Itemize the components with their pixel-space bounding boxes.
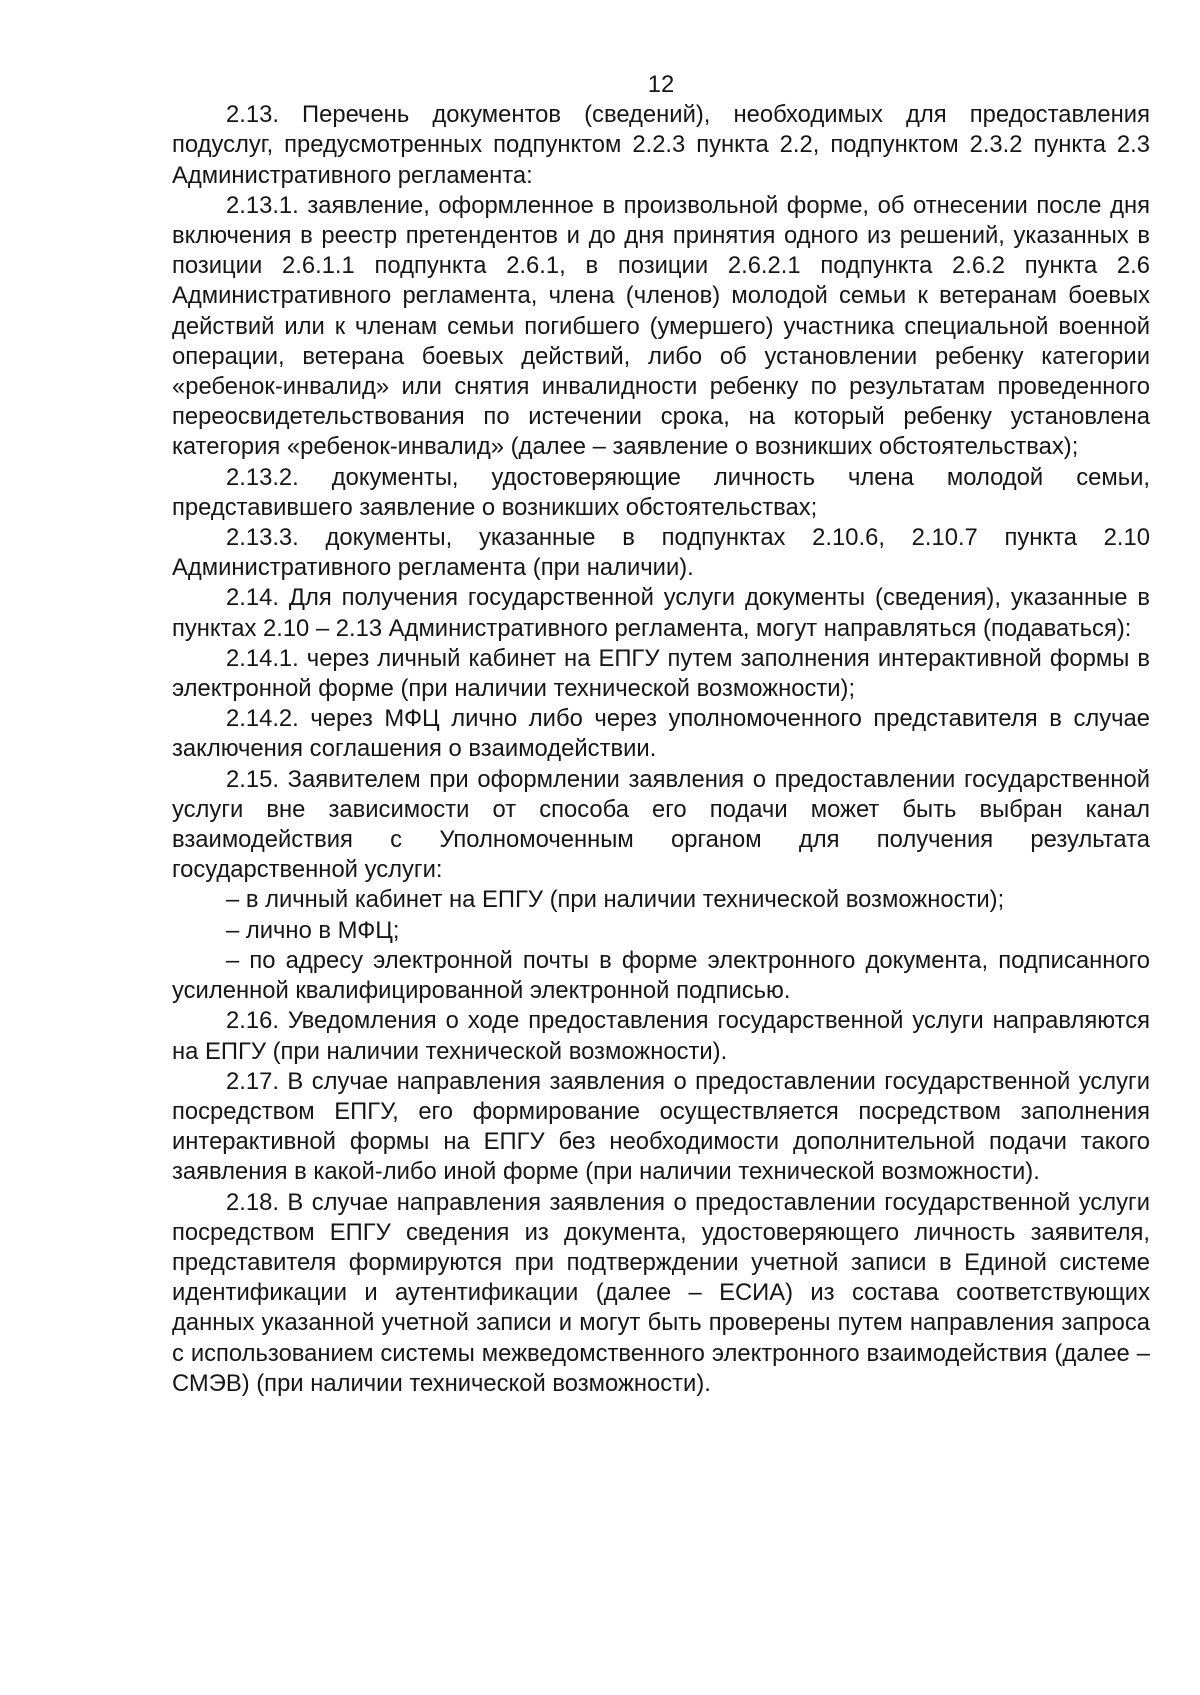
paragraph-2-13-3: 2.13.3. документы, указанные в подпунктах 2.10.6, 2.10.7 пункта 2.10 Административного регламента (при наличии). <box>172 524 1150 582</box>
list-item-mfc: – лично в МФЦ; <box>226 916 400 944</box>
paragraph-2-16: 2.16. Уведомления о ходе предоставления государственной услуги направляются на ЕПГУ (при наличии технической возможности). <box>172 1007 1150 1065</box>
list-item-epgu-cabinet: – в личный кабинет на ЕПГУ (при наличии технической возможности); <box>226 886 1005 914</box>
document-page <box>172 70 1150 1399</box>
list-item-email: – по адресу электронной почты в форме электронного документа, подписанного усиленной квалифицированной электронной подписью. <box>172 946 1150 1005</box>
paragraph-2-17: 2.17. В случае направления заявления о предоставлении государственной услуги посредством ЕПГУ, его формирование осуществляется посредством заполнения интерактивной формы на ЕПГУ без необходимости дополнительной подачи такого заявления в какой-либо иной форме (при наличии технической возможности). <box>172 1067 1150 1186</box>
paragraph-2-14-1: 2.14.1. через личный кабинет на ЕПГУ путем заполнения интерактивной формы в электронной форме (при наличии технической возможности); <box>172 644 1150 703</box>
paragraph-2-15: 2.15. Заявителем при оформлении заявления о предоставлении государственной услуги вне зависимости от способа его подачи может быть выбран канал взаимодействия с Уполномоченным органом для получения результата государственной услуги: <box>172 765 1150 884</box>
page-number: 12 <box>647 71 675 98</box>
paragraph-2-18: 2.18. В случае направления заявления о предоставлении государственной услуги посредством ЕПГУ сведения из документа, удостоверяющего личность заявителя, представителя формируются при подтверждении учетной записи в Единой системе идентификации и аутентификации (далее – ЕСИА) из состава соответствующих данных указанной учетной записи и могут быть проверены путем направления запроса с использованием системы межведомственного электронного взаимодействия (далее – СМЭВ) (при наличии технической возможности). <box>172 1188 1150 1397</box>
paragraph-2-14: 2.14. Для получения государственной услуги документы (сведения), указанные в пунктах 2.10 – 2.13 Административного регламента, могут направляться (подаваться): <box>172 584 1150 642</box>
paragraph-2-13-2: 2.13.2. документы, удостоверяющие личность члена молодой семьи, представившего заявление о возникших обстоятельствах; <box>172 463 1150 521</box>
paragraph-2-13: 2.13. Перечень документов (сведений), необходимых для предоставления подуслуг, предусмотренных подпунктом 2.2.3 пункта 2.2, подпунктом 2.3.2 пункта 2.3 Административного регламента: <box>172 101 1150 189</box>
paragraph-2-14-2: 2.14.2. через МФЦ лично либо через уполномоченного представителя в случае заключения соглашения о взаимодействии. <box>172 705 1150 763</box>
paragraph-2-13-1: 2.13.1. заявление, оформленное в произвольной форме, об отнесении после дня включения в реестр претендентов и до дня принятия одного из решений, указанных в позиции 2.6.1.1 подпункта 2.6.1, в позиции 2.6.2.1 подпункта 2.6.2 пункта 2.6 Административного регламента, члена (членов) молодой семьи к ветеранам боевых действий или к членам семьи погибшего (умершего) участника специальной военной операции, ветерана боевых действий, либо об установлении ребенку категории «ребенок-инвалид» или снятия инвалидности ребенку по результатам проведенного переосвидетельствования по истечении срока, на который ребенку установлена категория «ребенок-инвалид» (далее – заявление о возникших обстоятельствах); <box>172 191 1150 461</box>
